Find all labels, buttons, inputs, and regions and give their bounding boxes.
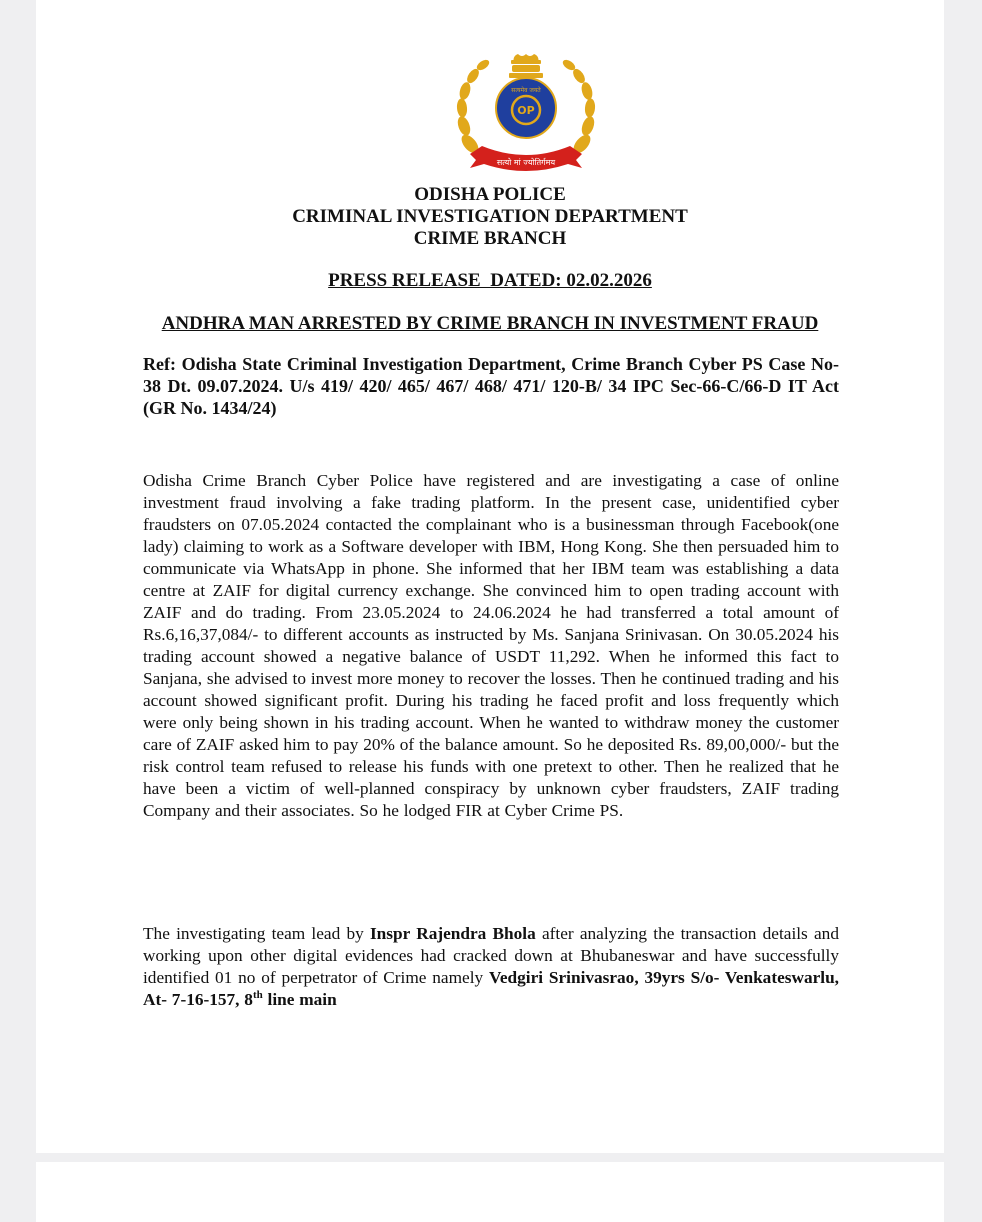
accused-address-end: line main: [262, 990, 337, 1009]
investigating-officer: Inspr Rajendra Bhola: [369, 924, 536, 943]
case-reference: Ref: Odisha State Criminal Investigation Department, Crime Branch Cyber PS Case No- 38 Dt. 09.07.2024. U/s 419/ 420/ 465/ 467/ 468/ 471/ 120-B/ 34 IPC Sec-66-C/66-D IT Act (GR No. 1434/24): [143, 354, 839, 418]
branch-name: CRIME BRANCH: [413, 228, 567, 249]
body-paragraph-2: [143, 923, 839, 1011]
document-page-2: [36, 1162, 944, 1222]
press-release-date: PRESS RELEASE DATED: 02.02.2026: [328, 270, 652, 291]
svg-text:OP: OP: [517, 104, 535, 117]
body-paragraph-1: Odisha Crime Branch Cyber Police have registered and are investigating a case of online investment fraud involving a fake trading platform. In the present case, unidentified cyber fraudsters on 07.05.2024 contacted the complainant who is a businessman through Facebook(one lady) claiming to work as a Software developer with IBM, Hong Kong. She then persuaded him to communicate via WhatsApp in phone. She informed that her IBM team was establishing a data centre at ZAIF for digital currency exchange. She convinced him to open trading account with ZAIF and do trading. From 23.05.2024 to 24.06.2024 he had transferred a total amount of Rs.6,16,37,084/- to different accounts as instructed by Ms. Sanjana Srinivasan. On 30.05.2024 his trading account showed a negative balance of USDT 11,292. When he informed this fact to Sanjana, she advised to invest more money to recover the losses. Then he continued trading and his account showed significant profit. During his trading he faced profit and loss frequently which were only being shown in his trading account. When he wanted to withdraw money the customer care of ZAIF asked him to pay 20% of the balance amount. So he deposited Rs. 89,00,000/- but the risk control team refused to release his funds with one pretext to other. Then he realized that he have been a victim of well-planned conspiracy by unknown cyber fraudsters, ZAIF trading Company and their associates. So he lodged FIR at Cyber Crime PS.: [143, 471, 839, 820]
svg-text:सत्यमेव जयते: सत्यमेव जयते: [511, 87, 541, 94]
ordinal-suffix: th: [252, 989, 263, 1002]
paragraph-2-text-b: after analyzing the transaction details and working upon other digital evidences had cracked down at Bhubaneswar and have successfully identified 01 no of perpetrator of Crime namely: [143, 924, 839, 987]
department-name: CRIMINAL INVESTIGATION DEPARTMENT: [292, 206, 688, 227]
paragraph-2-text-a: The investigating team lead by: [143, 924, 370, 943]
svg-text:सत्यो मां ज्योतिर्गमय: सत्यो मां ज्योतिर्गमय: [496, 158, 556, 167]
odisha-police-emblem: [452, 52, 600, 180]
headline: ANDHRA MAN ARRESTED BY CRIME BRANCH IN INVESTMENT FRAUD: [161, 313, 819, 334]
document-page-1: [36, 0, 944, 1153]
org-name: ODISHA POLICE: [414, 184, 566, 205]
accused-name-address: Vedgiri Srinivasrao, 39yrs S/o- Venkateswarlu, At- 7-16-157, 8: [143, 968, 840, 1009]
